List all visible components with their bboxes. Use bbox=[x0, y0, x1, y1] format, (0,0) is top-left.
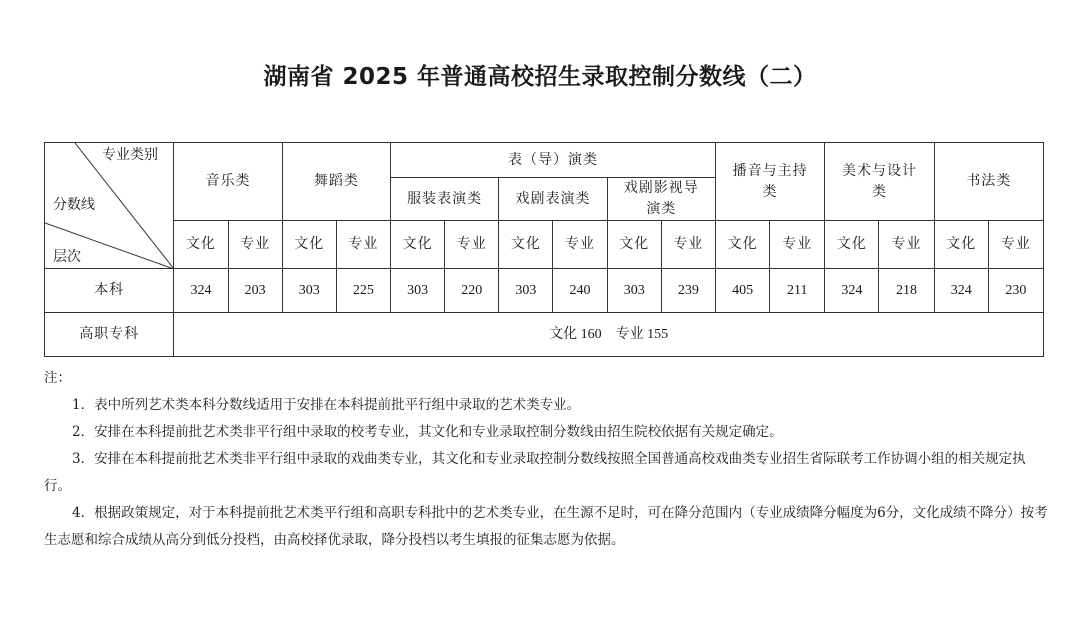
table-row-vocational bbox=[45, 313, 1044, 357]
corner-header-cell bbox=[45, 143, 174, 269]
subheader-culture: 文化 bbox=[174, 221, 228, 269]
corner-label-level: 层次 bbox=[53, 249, 81, 265]
score-cell: 240 bbox=[553, 269, 607, 313]
subheader-major: 专业 bbox=[228, 221, 282, 269]
score-cell: 303 bbox=[282, 269, 336, 313]
score-cell: 203 bbox=[228, 269, 282, 313]
corner-label-category: 专业类别 bbox=[102, 147, 158, 163]
score-cell: 211 bbox=[770, 269, 825, 313]
score-cell: 225 bbox=[336, 269, 390, 313]
score-cell: 324 bbox=[174, 269, 228, 313]
note-item: 1．表中所列艺术类本科分数线适用于安排在本科提前批平行组中录取的艺术类专业。 bbox=[72, 397, 581, 413]
score-cell: 303 bbox=[499, 269, 553, 313]
notes-heading: 注： bbox=[44, 370, 71, 386]
score-cell: 405 bbox=[716, 269, 770, 313]
note-item: 3．安排在本科提前批艺术类非平行组中录取的戏曲类专业，其文化和专业录取控制分数线按照全国普通高校戏曲类专业招生省际联考工作协调小组的相关规定执行。 bbox=[44, 451, 1026, 494]
header-dance: 舞蹈类 bbox=[282, 143, 390, 221]
score-table bbox=[44, 142, 1044, 357]
subheader-culture: 文化 bbox=[391, 221, 445, 269]
subheader-major: 专业 bbox=[770, 221, 825, 269]
subheader-major: 专业 bbox=[445, 221, 499, 269]
vocational-score-cell: 文化 160 专业 155 bbox=[174, 313, 1044, 357]
table-row-undergrad bbox=[45, 269, 1044, 313]
header-performance: 表（导）演类 bbox=[391, 143, 716, 178]
subheader-major: 专业 bbox=[879, 221, 934, 269]
score-cell: 220 bbox=[445, 269, 499, 313]
subheader-major: 专业 bbox=[336, 221, 390, 269]
subheader-major: 专业 bbox=[553, 221, 607, 269]
header-broadcast: 播音与主持类 bbox=[716, 143, 825, 221]
score-cell: 324 bbox=[934, 269, 988, 313]
subheader-major: 专业 bbox=[988, 221, 1043, 269]
note-item: 4．根据政策规定，对于本科提前批艺术类平行组和高职专科批中的艺术类专业，在生源不足时，可在降分范围内（专业成绩降分幅度为6分，文化成绩不降分）按考生志愿和综合成绩从高分到低分投档，由高校择优录取，降分投档以考生填报的征集志愿为依据。 bbox=[44, 505, 1048, 548]
subheader-culture: 文化 bbox=[499, 221, 553, 269]
header-music: 音乐类 bbox=[174, 143, 282, 221]
notes-section bbox=[44, 365, 1049, 554]
row-label-vocational: 高职专科 bbox=[45, 313, 174, 357]
row-label-undergrad: 本科 bbox=[45, 269, 174, 313]
subheader-culture: 文化 bbox=[282, 221, 336, 269]
page-title: 湖南省 2025 年普通高校招生录取控制分数线（二） bbox=[263, 64, 817, 90]
subheader-major: 专业 bbox=[661, 221, 715, 269]
score-cell: 303 bbox=[391, 269, 445, 313]
header-drama-performance: 戏剧表演类 bbox=[499, 178, 607, 221]
score-cell: 324 bbox=[825, 269, 879, 313]
note-item: 2．安排在本科提前批艺术类非平行组中录取的校考专业，其文化和专业录取控制分数线由招生院校依据有关规定确定。 bbox=[72, 424, 783, 440]
header-costume-performance: 服装表演类 bbox=[391, 178, 499, 221]
subheader-culture: 文化 bbox=[607, 221, 661, 269]
corner-label-score: 分数线 bbox=[53, 197, 95, 213]
subheader-culture: 文化 bbox=[825, 221, 879, 269]
score-cell: 230 bbox=[988, 269, 1043, 313]
header-design: 美术与设计类 bbox=[825, 143, 934, 221]
score-cell: 303 bbox=[607, 269, 661, 313]
score-cell: 239 bbox=[661, 269, 715, 313]
subheader-culture: 文化 bbox=[716, 221, 770, 269]
score-cell: 218 bbox=[879, 269, 934, 313]
header-calligraphy: 书法类 bbox=[934, 143, 1043, 221]
header-film-directing: 戏剧影视导演类 bbox=[607, 178, 715, 221]
subheader-culture: 文化 bbox=[934, 221, 988, 269]
